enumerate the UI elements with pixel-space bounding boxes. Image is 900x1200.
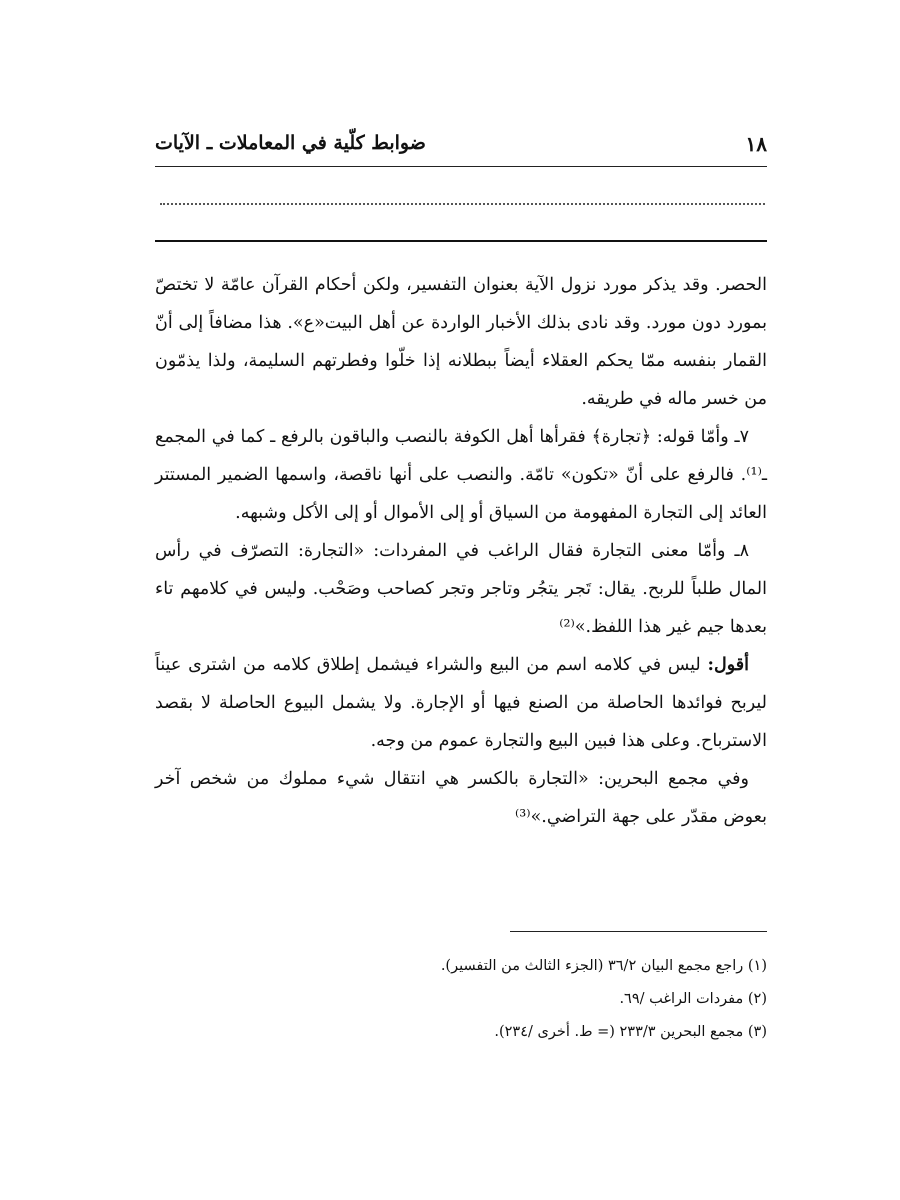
running-title: ضوابط كلّية في المعاملات ـ الآيات	[155, 132, 426, 154]
paragraph-4	[155, 646, 767, 760]
paragraph-3: ٨ـ وأمّا معنى التجارة فقال الراغب في المفردات: «التجارة: التصرّف في رأس المال طلباً للربح. يقال: تَجر يتجُر وتاجر وتجر كصاحب وصَحْب. وليس في كلامهم تاء بعدها جيم غير هذا اللفظ.»⁽²⁾	[155, 541, 767, 637]
footnote-rule	[510, 931, 767, 932]
section-divider	[155, 240, 767, 242]
paragraph-4-text: ليس في كلامه اسم من البيع والشراء فيشمل إطلاق كلامه من اشترى عيناً ليربح فوائدها الحاصلة من الصنع فيها أو الإجارة. ولا يشمل البيوع الحاصلة لا بقصد الاسترباح. وعلى هذا فبين البيع والتجارة عموم من وجه.	[155, 655, 767, 751]
footnote-2: (٢) مفردات الراغب /٦٩.	[619, 991, 767, 1007]
paragraph-4-lead: أقول:	[707, 655, 749, 675]
footnote-1: (١) راجع مجمع البيان ٣٦/٢ (الجزء الثالث من التفسير).	[440, 958, 767, 974]
header-rule	[155, 166, 767, 167]
paragraph-5: وفي مجمع البحرين: «التجارة بالكسر هي انتقال شيء مملوك من شخص آخر بعوض مقدّر على جهة التراضي.»⁽³⁾	[155, 769, 767, 827]
main-text	[155, 266, 767, 836]
paragraph-1: الحصر. وقد يذكر مورد نزول الآية بعنوان التفسير، ولكن أحكام القرآن عامّة لا تختصّ بمورد دون مورد. وقد نادى بذلك الأخبار الواردة عن أهل البيت«ع». هذا مضافاً إلى أنّ القمار بنفسه ممّا يحكم العقلاء أيضاً ببطلانه إذا خلّوا وفطرتهم السليمة، ولذا يذمّون من خسر ماله في طريقه.	[155, 275, 767, 409]
footnotes	[155, 950, 767, 1049]
paragraph-2: ٧ـ وأمّا قوله: ﴿تجارة﴾ فقرأها أهل الكوفة بالنصب والباقون بالرفع ـ كما في المجمع ـ⁽¹⁾. فالرفع على أنّ «تكون» تامّة. والنصب على أنها ناقصة، واسمها الضمير المستتر العائد إلى التجارة المفهومة من السياق أو إلى الأموال أو إلى الأكل وشبهه.	[155, 427, 767, 523]
footnote-3: (٣) مجمع البحرين ٢٣٣/٣ (= ط. أخرى /٢٣٤).	[494, 1024, 767, 1040]
page-header	[155, 130, 767, 164]
page-number: ١٨	[745, 132, 767, 156]
dotted-divider	[160, 203, 765, 205]
